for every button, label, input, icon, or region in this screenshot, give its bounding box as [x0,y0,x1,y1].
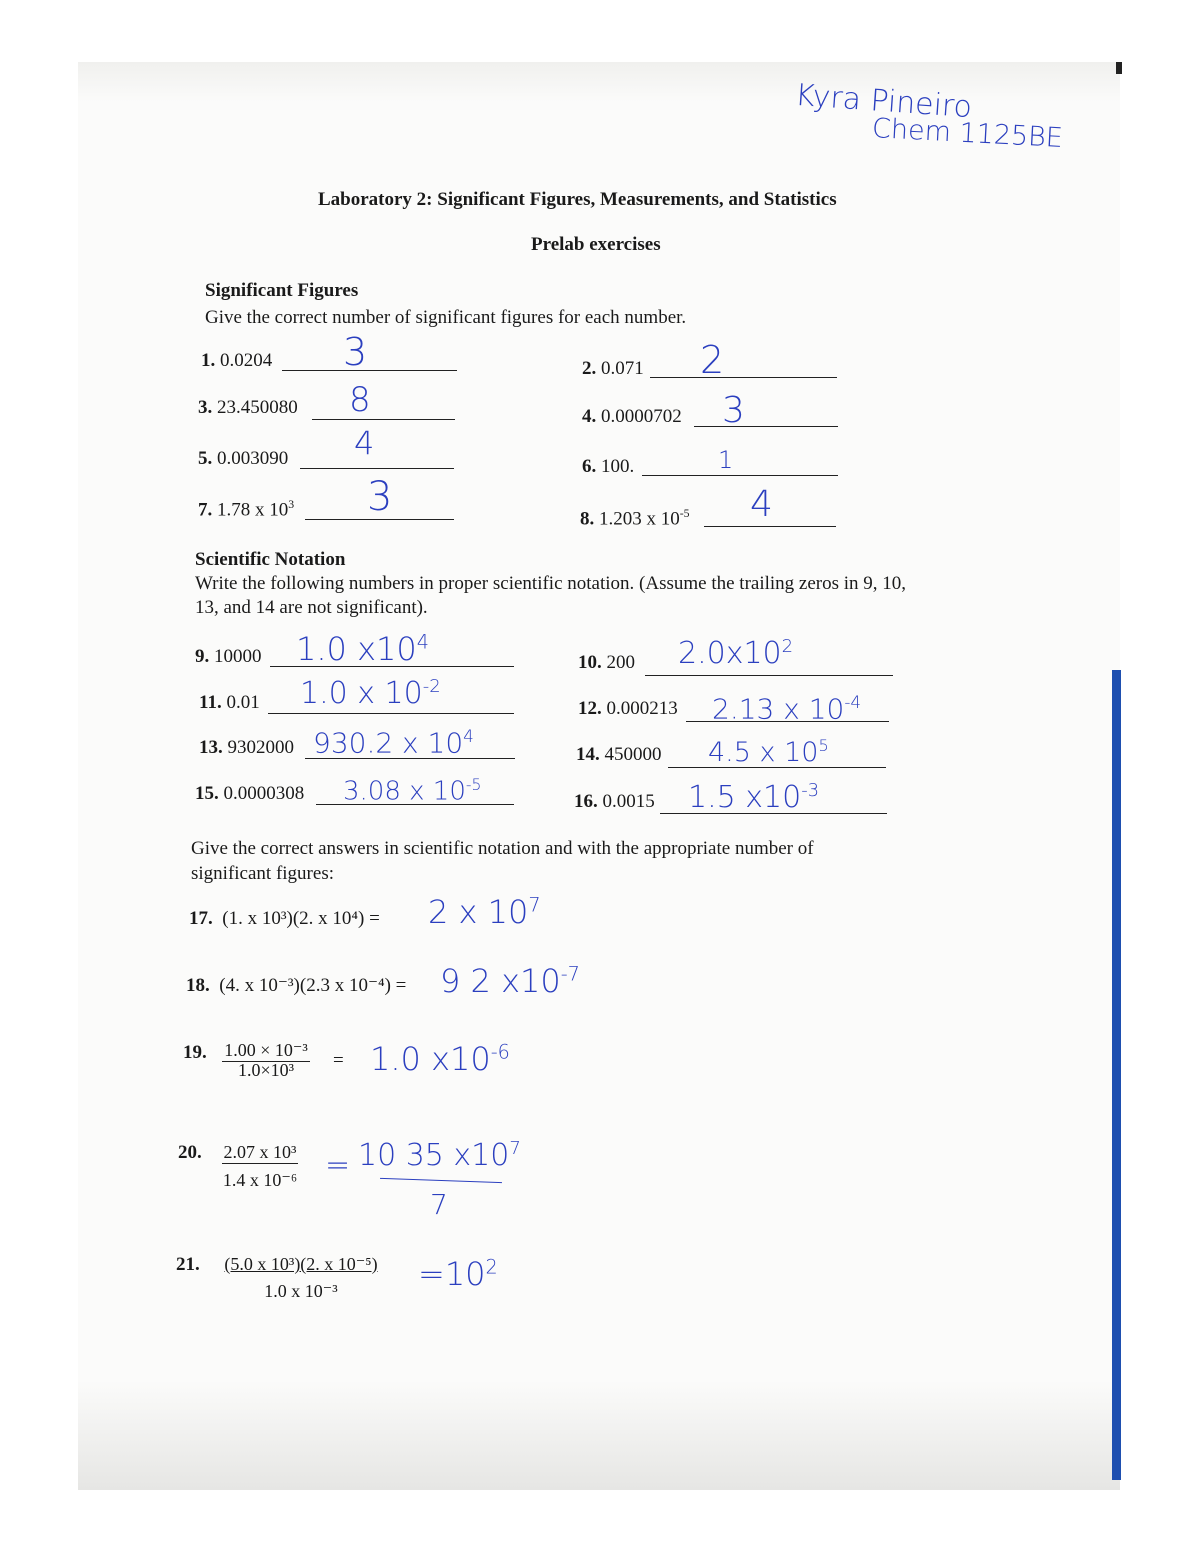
question-2: 2. 0.071 [582,358,644,379]
answer-line-11 [268,713,514,714]
question-3: 3. 23.450080 [198,397,298,418]
answer-10: $2.0x10^2$ [678,636,794,671]
answer-line-3 [312,419,455,420]
question-11: 11. 0.01 [199,692,260,713]
question-9: 9. 10000 [195,646,262,667]
page-title: Laboratory 2: Significant Figures, Measurements, and Statistics [318,189,837,210]
answer-4: 3 [722,390,745,431]
answer-line-8 [704,526,836,527]
question-16: 16. 0.0015 [574,791,655,812]
fraction-numerator: (5.0 x 10³)(2. x 10⁻⁵) [224,1254,378,1274]
fraction-numerator: 1.00 × 10⁻³ [224,1040,308,1060]
answer-line-10 [645,675,893,676]
scinot-instructions-line2: 13, and 14 are not significant). [195,597,428,618]
answer-3: 8 [349,380,371,420]
fraction-denominator: 1.0 x 10⁻³ [264,1281,338,1301]
answer-11: 1.0 x $10^{-2}$ [300,676,441,711]
question-12: 12. 0.000213 [578,698,678,719]
equals-20: = [325,1148,351,1183]
answer-1: 3 [343,330,368,374]
question-21-fraction [208,1254,394,1302]
question-8: 8. 1.203 x $10^{-5}$ [580,507,690,530]
question-21-number: 21. [176,1254,200,1275]
page-shadow-bottom [78,1380,1120,1490]
answer-13: 930.2 x $10^4$ [313,726,474,760]
answer-21: $=10^2$ [418,1255,498,1293]
student-name: Kyra Pineiro [793,77,974,126]
question-15: 15. 0.0000308 [195,783,305,804]
fraction-numerator: 2.07 x 10³ [223,1142,297,1162]
section-heading-sigfigs: Significant Figures [205,280,359,301]
question-1: 1. 0.0204 [201,350,273,371]
answer-19: 1.0 $x10^{-6}$ [370,1040,510,1078]
answer-9: 1.0 $x10^4$ [296,630,429,668]
question-19-number: 19. [183,1042,207,1063]
question-18: 18. (4. x 10⁻³)(2.3 x 10⁻⁴) = [186,975,407,996]
question-20-number: 20. [178,1142,202,1163]
fraction-denominator: 1.0×10³ [237,1060,295,1080]
question-10: 10. 200 [578,652,635,673]
answer-14: 4.5 x $10^5$ [708,736,829,768]
question-20-fraction [210,1142,310,1191]
course-code: Chem 1125BE [871,113,1064,154]
question-13: 13. 9302000 [199,737,294,758]
question-7: 7. 1.78 x $10^3$ [198,498,295,521]
section-heading-scinot: Scientific Notation [195,549,346,570]
question-4: 4. 0.0000702 [582,406,682,427]
answer-16: 1.5 $x10^{-3}$ [688,780,820,815]
answer-15: 3.08 x $10^{-5}$ [343,776,482,807]
question-19-fraction [214,1040,318,1078]
answer-6: 1 [718,446,734,474]
answer-line-4 [694,426,838,427]
page-corner-mark [1116,62,1122,74]
answer-20-numerator: 10 35 $x10^7$ [358,1138,521,1173]
binder-edge [1112,670,1121,1480]
sigfigs-instructions: Give the correct number of significant figures for each number. [205,307,687,328]
answer-2: 2 [700,338,725,382]
answer-17: 2 x $10^7$ [428,893,541,931]
calc-instructions-line2: significant figures: [191,863,334,884]
calc-instructions-line1: Give the correct answers in scientific notation and with the appropriate number of [191,838,814,859]
answer-18: 9 2 $x10^{-7}$ [440,962,580,1000]
answer-line-5 [300,468,454,469]
answer-line-6 [642,475,838,476]
question-14: 14. 450000 [576,744,662,765]
answer-5: 4 [354,424,375,462]
scinot-instructions-line1: Write the following numbers in proper scientific notation. (Assume the trailing zeros in 9, 10, [195,573,907,594]
equals-19: = [333,1050,344,1071]
answer-7: 3 [367,474,393,520]
answer-line-2 [650,377,837,378]
question-6: 6. 100. [582,456,635,477]
question-17: 17. (1. x 10³)(2. x 10⁴) = [189,908,380,929]
answer-line-1 [282,370,457,371]
fraction-denominator: 1.4 x 10⁻⁶ [222,1170,298,1190]
answer-20-denominator: 7 [430,1188,448,1221]
page-subtitle: Prelab exercises [531,234,661,255]
question-5: 5. 0.003090 [198,448,289,469]
answer-8: 4 [750,484,773,525]
answer-12: 2.13 x $10^{-4}$ [712,692,862,726]
